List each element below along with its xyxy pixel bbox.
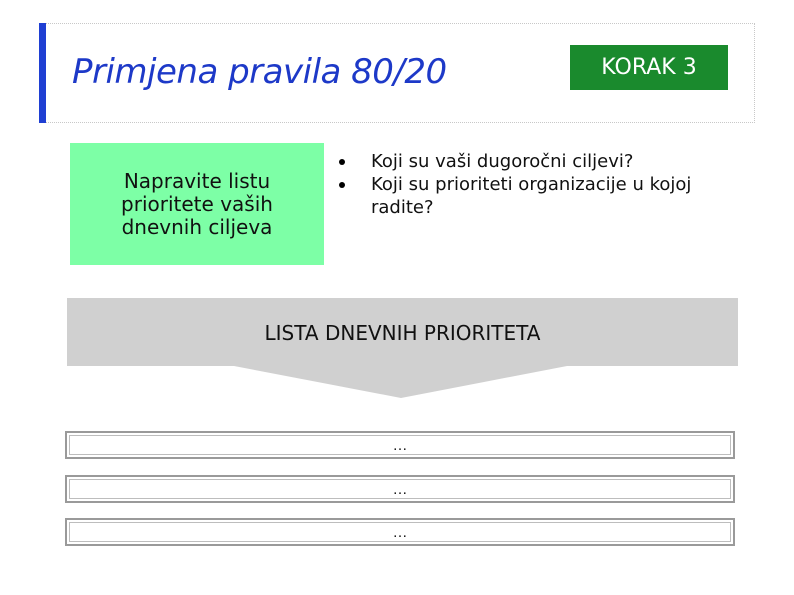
question-item: Koji su vaši dugoročni ciljevi? xyxy=(335,150,745,173)
slot-text: … xyxy=(392,436,408,454)
question-item: Koji su prioriteti organizacije u kojoj radite? xyxy=(335,173,745,219)
instruction-text: Napravite listu prioritete vaših dnevnih ciljeva xyxy=(121,168,273,239)
step-badge: KORAK 3 xyxy=(570,45,728,90)
page-title: Primjena pravila 80/20 xyxy=(72,52,447,92)
priority-slot-3[interactable] xyxy=(65,518,735,546)
slot-text: … xyxy=(392,480,408,498)
priority-slot-2[interactable] xyxy=(65,475,735,503)
priority-slot-1[interactable] xyxy=(65,431,735,459)
banner-label: LISTA DNEVNIH PRIORITETA xyxy=(264,321,541,345)
slot-text: … xyxy=(392,523,408,541)
